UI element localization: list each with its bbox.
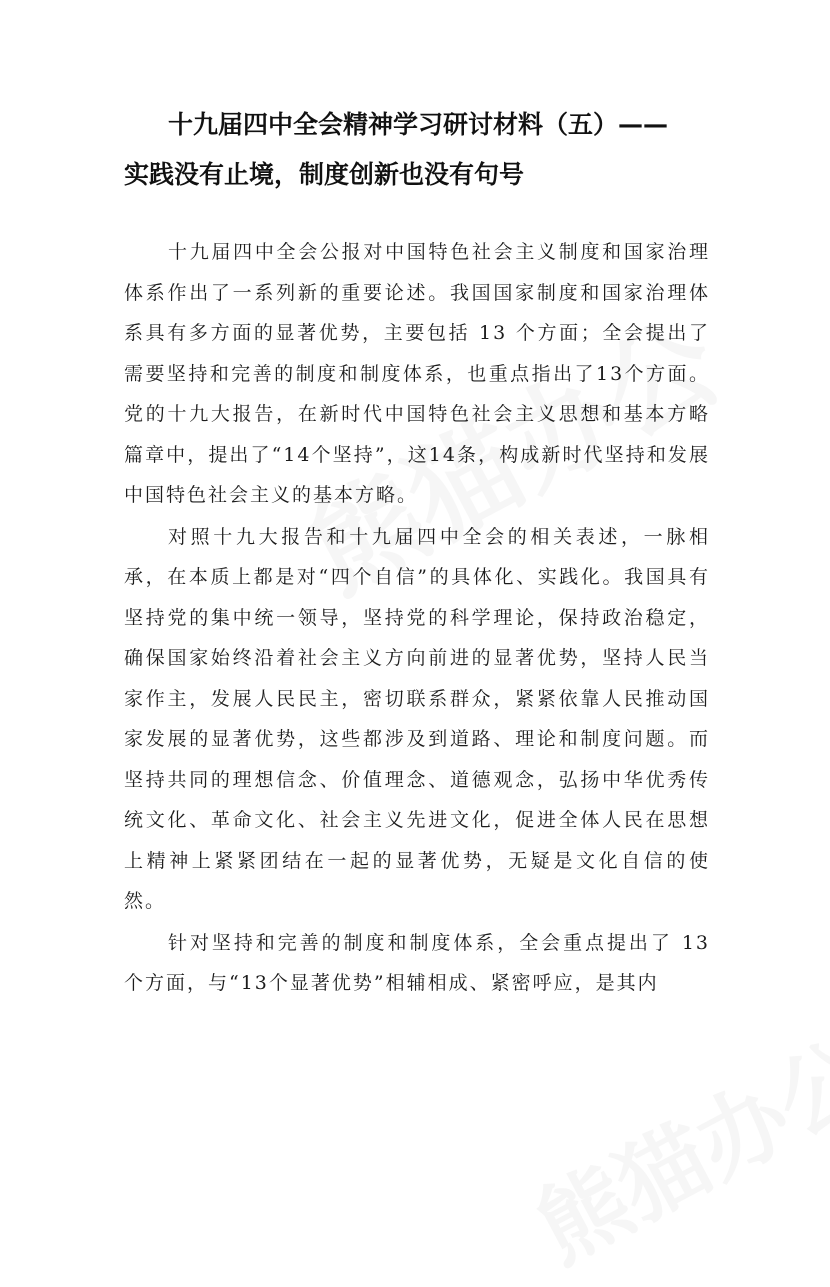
paragraph: 针对坚持和完善的制度和制度体系，全会重点提出了 13 个方面，与“13个显著优势”相辅相成、紧密呼应，是其内 [124,931,710,994]
watermark [511,1003,830,1287]
paragraph: 对照十九大报告和十九届四中全会的相关表述，一脉相承，在本质上都是对“四个自信”的具体化、实践化。我国具有坚持党的集中统一领导，坚持党的科学理论，保持政治稳定，确保国家始终沿着社会主义方向前进的显著优势，坚持人民当家作主，发展人民民主，密切联系群众，紧紧依靠人民推动国家发展的显著优势，这些都涉及到道路、理论和制度问题。而坚持共同的理想信念、价值理念、道德观念，弘扬中华优秀传统文化、革命文化、社会主义先进文化，促进全体人民在思想上精神上紧紧团结在一起的显著优势，无疑是文化自信的使然。 [124,525,710,912]
document-title [124,100,724,200]
paragraph: 十九届四中全会公报对中国特色社会主义制度和国家治理体系作出了一系列新的重要论述。我国国家制度和国家治理体系具有多方面的显著优势，主要包括 13 个方面；全会提出了需要坚持和完善的制度和制度体系，也重点指出了13个方面。党的十九大报告，在新时代中国特色社会主义思想和基本方略篇章中，提出了“14个坚持”，这14条，构成新时代坚持和发展中国特色社会主义的基本方略。 [124,241,710,506]
document-body [124,232,710,1005]
title-line-1: 十九届四中全会精神学习研讨材料（五）—— [168,110,669,139]
title-line-2: 实践没有止境，制度创新也没有句号 [124,160,525,189]
